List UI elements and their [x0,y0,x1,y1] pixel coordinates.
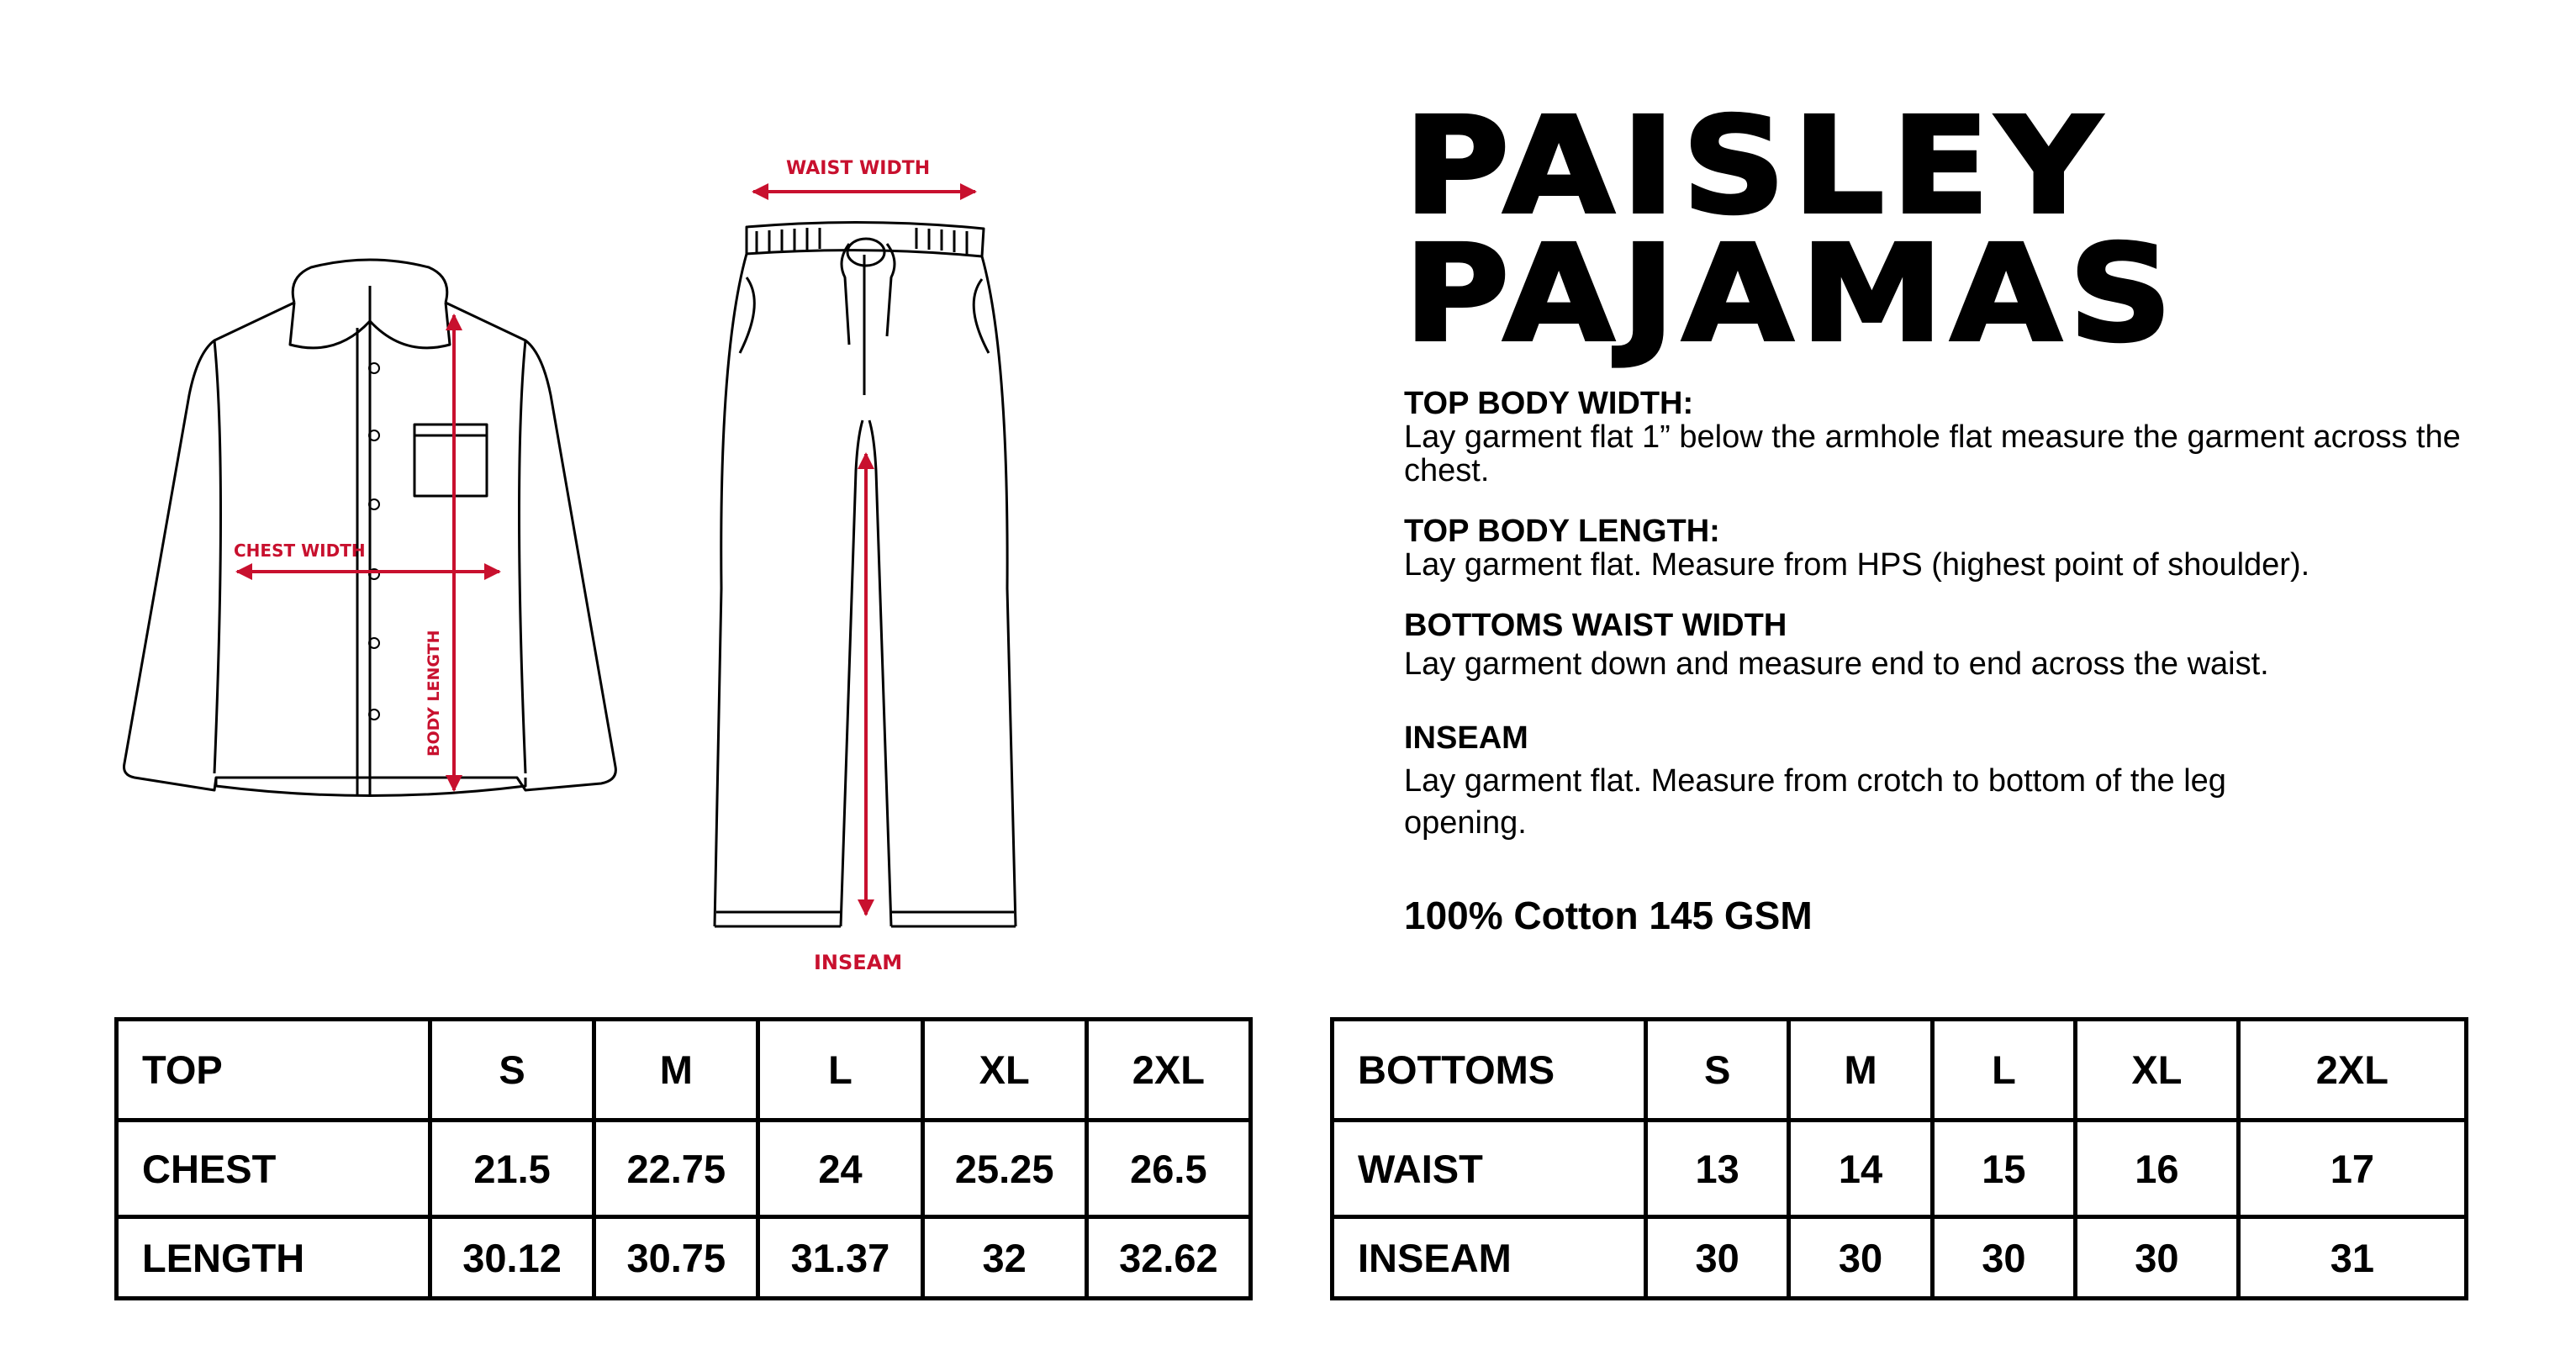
spec-top-body-width [1404,387,2505,488]
spec-inseam [1404,721,2505,844]
spec-top-body-length [1404,514,2505,582]
spec-heading: BOTTOMS WAIST WIDTH [1404,608,1787,643]
table-header-cell: TOP [117,1020,430,1121]
table-cell: 15 [1932,1121,2075,1217]
bottoms-size-table [1330,1017,2468,1300]
spec-text: Lay garment down and measure end to end across the waist. [1404,646,2269,682]
row-label: WAIST [1333,1121,1646,1217]
table-row [1333,1121,2467,1217]
table-row [117,1217,1251,1299]
table-cell: 32 [922,1217,1086,1299]
inseam-label: INSEAM [814,951,903,974]
table-header-cell: M [1789,1020,1932,1121]
table-cell: 30 [1646,1217,1789,1299]
table-cell: 17 [2238,1121,2466,1217]
waist-width-label: WAIST WIDTH [786,158,931,179]
table-row [1333,1217,2467,1299]
table-header-cell: S [1646,1020,1789,1121]
row-label: INSEAM [1333,1217,1646,1299]
table-header-cell: XL [922,1020,1086,1121]
table-cell: 24 [758,1121,922,1217]
table-header-row [117,1020,1251,1121]
table-header-cell: XL [2076,1020,2239,1121]
table-header-cell: S [430,1020,594,1121]
product-title [1404,89,2180,372]
table-cell: 25.25 [922,1121,1086,1217]
spec-text: Lay garment flat 1” below the armhole flat measure the garment across the chest. [1404,419,2461,488]
chest-width-label: CHEST WIDTH [234,541,366,561]
table-header-cell: L [1932,1020,2075,1121]
spec-text: Lay garment flat. Measure from crotch to bottom of the leg opening. [1404,763,2226,841]
table-cell: 26.5 [1086,1121,1250,1217]
table-cell: 13 [1646,1121,1789,1217]
spec-heading: INSEAM [1404,720,1528,756]
table-header-cell: 2XL [1086,1020,1250,1121]
title-line-2: PAJAMAS [1404,217,2180,372]
table-cell: 30 [1789,1217,1932,1299]
row-label: LENGTH [117,1217,430,1299]
body-length-label: BODY LENGTH [425,630,443,757]
table-cell: 30.75 [594,1217,758,1299]
table-cell: 22.75 [594,1121,758,1217]
spec-bottoms-waist-width [1404,609,2505,681]
table-header-cell: 2XL [2238,1020,2466,1121]
spec-text: Lay garment flat. Measure from HPS (highest point of shoulder). [1404,547,2310,583]
table-cell: 21.5 [430,1121,594,1217]
table-header-cell: BOTTOMS [1333,1020,1646,1121]
table-cell: 32.62 [1086,1217,1250,1299]
table-cell: 14 [1789,1121,1932,1217]
table-row [117,1121,1251,1217]
shirt-illustration [124,260,616,797]
table-header-cell: M [594,1020,758,1121]
table-header-row [1333,1020,2467,1121]
spec-heading: TOP BODY WIDTH: [1404,386,1694,421]
spec-heading: TOP BODY LENGTH: [1404,514,1720,549]
table-header-cell: L [758,1020,922,1121]
table-cell: 31 [2238,1217,2466,1299]
top-size-table [114,1017,1253,1300]
fabric-info: 100% Cotton 145 GSM [1404,894,1813,937]
table-cell: 30.12 [430,1217,594,1299]
table-cell: 30 [1932,1217,2075,1299]
table-cell: 31.37 [758,1217,922,1299]
measurement-instructions [1404,387,2505,871]
title-line-1: PAISLEY [1404,89,2109,244]
table-cell: 16 [2076,1121,2239,1217]
table-cell: 30 [2076,1217,2239,1299]
row-label: CHEST [117,1121,430,1217]
